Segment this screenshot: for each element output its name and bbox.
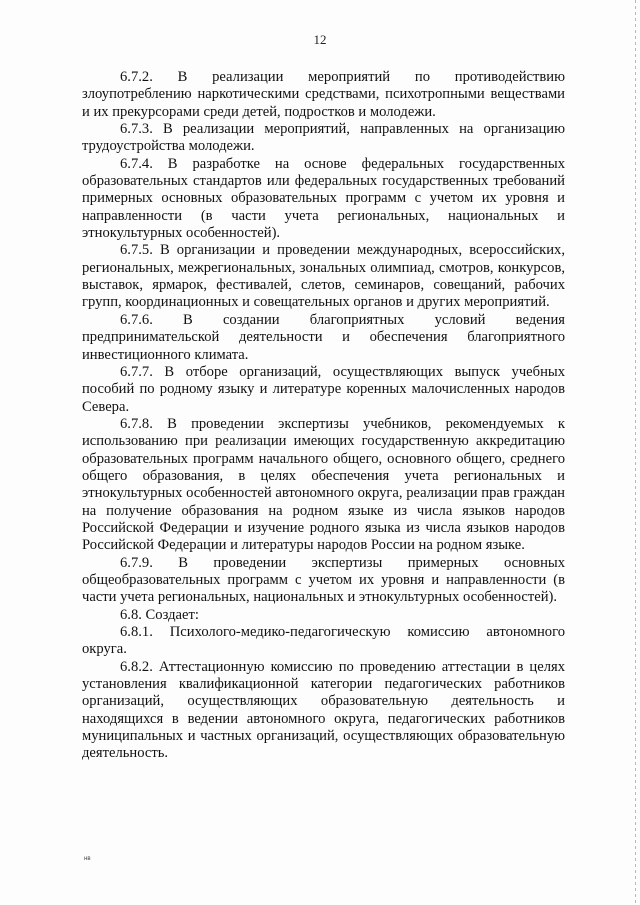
footer-mark: нв xyxy=(84,856,91,862)
paragraph-6-8-2: 6.8.2. Аттестационную комиссию по проведению аттестации в целях установления квалификационной категории педагогических работников организаций, осуществляющих образовательную деятельность и находящихся в ведении автономного округа, педагогических работников муниципальных и частных организаций, осуществляющих образовательную деятельность. xyxy=(82,658,565,762)
paragraph-6-7-6: 6.7.6. В создании благоприятных условий ведения предпринимательской деятельности и обеспечения благоприятного инвестиционного климата. xyxy=(82,311,565,363)
page-number: 12 xyxy=(313,32,327,47)
paragraph-6-8: 6.8. Создает: xyxy=(120,606,199,623)
document-body xyxy=(82,69,565,763)
paragraph-6-7-2: 6.7.2. В реализации мероприятий по противодействию злоупотреблению наркотическими средствами, психотропными веществами и их прекурсорами среди детей, подростков и молодежи. xyxy=(82,69,565,120)
paragraph-6-7-7: 6.7.7. В отборе организаций, осуществляющих выпуск учебных пособий по родному языку и литературе коренных малочисленных народов Севера. xyxy=(82,363,565,415)
paragraph-6-7-5: 6.7.5. В организации и проведении международных, всероссийских, региональных, межрегиональных, зональных олимпиад, смотров, конкурсов, выставок, ярмарок, фестивалей, слетов, семинаров, совещаний, рабочих групп, координационных и совещательных органов и других мероприятий. xyxy=(82,242,565,311)
paragraph-6-7-4: 6.7.4. В разработке на основе федеральных государственных образовательных стандартов или федеральных государственных требований примерных основных образовательных программ с учетом их уровня и направленности (в части учета региональных, национальных и этнокультурных особенностей). xyxy=(82,155,565,242)
paragraph-6-7-8: 6.7.8. В проведении экспертизы учебников, рекомендуемых к использованию при реализации имеющих государственную аккредитацию образовательных программ начального общего, основного общего, среднего общего образования, в целях обеспечения учета региональных и этнокультурных особенностей автономного округа, реализации прав граждан на получение образования на родном языке из числа языков народов Российской Федерации и изучение родного языка из числа языков народов Российской Федерации и литературы народов России на родном языке. xyxy=(82,415,565,554)
paragraph-6-7-9: 6.7.9. В проведении экспертизы примерных основных общеобразовательных программ с учетом их уровня и направленности (в части учета региональных, национальных и этнокультурных особенностей). xyxy=(82,554,565,606)
scan-edge xyxy=(635,0,636,905)
paragraph-6-7-3: 6.7.3. В реализации мероприятий, направленных на организацию трудоустройства молодежи. xyxy=(82,121,565,155)
paragraph-6-8-1: 6.8.1. Психолого-медико-педагогическую комиссию автономного округа. xyxy=(82,624,565,658)
